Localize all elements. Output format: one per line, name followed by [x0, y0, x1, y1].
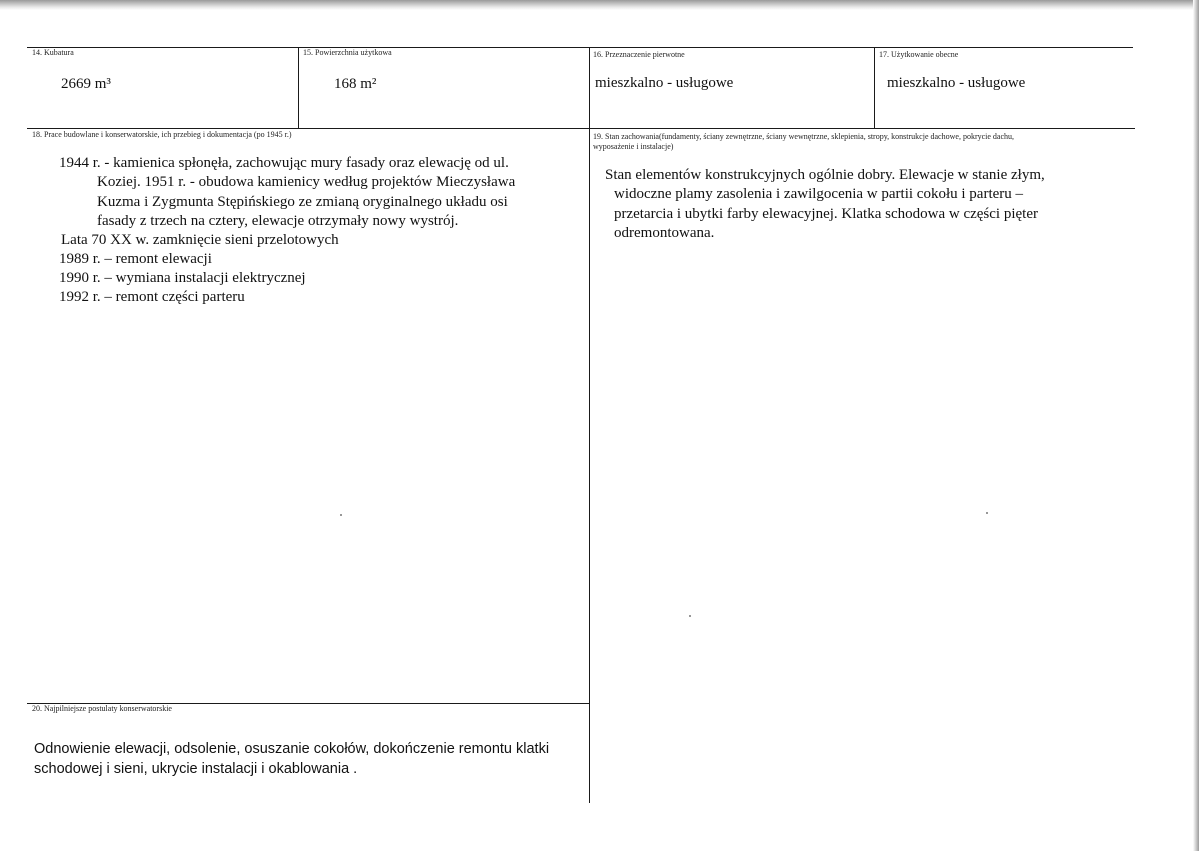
row1-bottom-border: [27, 128, 1135, 129]
postulates-line: Odnowienie elewacji, odsolenie, osuszanie cokołów, dokończenie remontu klatki: [34, 741, 550, 757]
history-line: 1990 r. – wymiana instalacji elektrycznej: [59, 270, 306, 286]
condition-line: widoczne plamy zasolenia i zawilgocenia w partii cokołu i parteru –: [614, 186, 1024, 202]
construction-history-label: 18. Prace budowlane i konserwatorskie, ich przebieg i dokumentacja (po 1945 r.): [32, 130, 292, 139]
divider-14-15: [298, 47, 299, 128]
postulates-label: 20. Najpilniejsze postulaty konserwatorskie: [32, 704, 172, 713]
scan-speck: [986, 512, 988, 514]
scan-top-edge: [0, 0, 1199, 10]
history-line: fasady z trzech na cztery, elewacje otrzymały nowy wystrój.: [97, 213, 459, 229]
original-purpose-value: mieszkalno - usługowe: [595, 75, 734, 91]
postulates-line: schodowej i sieni, ukrycie instalacji i okablowania .: [34, 761, 358, 777]
condition-line: odremontowana.: [614, 225, 715, 241]
condition-line: przetarcia i ubytki farby elewacyjnej. Klatka schodowa w części pięter: [614, 206, 1038, 222]
history-line: 1944 r. - kamienica spłonęła, zachowując mury fasady oraz elewację od ul.: [59, 155, 509, 171]
scan-speck: [340, 514, 342, 516]
condition-label: 19. Stan zachowania(fundamenty, ściany zewnętrzne, ściany wewnętrzne, sklepienia, stropy, konstrukcje dachowe, pokrycie dachu,: [593, 132, 1015, 141]
condition-line: Stan elementów konstrukcyjnych ogólnie dobry. Elewacje w stanie złym,: [605, 167, 1045, 183]
history-line: Lata 70 XX w. zamknięcie sieni przelotowych: [61, 232, 339, 248]
scan-right-edge: [1193, 0, 1199, 851]
original-purpose-label: 16. Przeznaczenie pierwotne: [593, 50, 685, 59]
usable-area-value: 168 m²: [334, 76, 377, 92]
current-use-value: mieszkalno - usługowe: [887, 75, 1026, 91]
current-use-label: 17. Użytkowanie obecne: [879, 50, 959, 59]
scan-speck: [689, 615, 691, 617]
cubature-value: 2669 m³: [61, 76, 111, 92]
condition-label-continued: wyposażenie i instalacje): [593, 142, 674, 151]
usable-area-label: 15. Powierzchnia użytkowa: [303, 48, 392, 57]
cubature-label: 14. Kubatura: [32, 48, 74, 57]
history-line: Koziej. 1951 r. - obudowa kamienicy według projektów Mieczysława: [97, 174, 516, 190]
history-line: 1992 r. – remont części parteru: [59, 289, 245, 305]
history-line: 1989 r. – remont elewacji: [59, 251, 212, 267]
divider-16-17: [874, 47, 875, 128]
form-top-border: [27, 47, 1133, 48]
divider-main: [589, 47, 590, 803]
history-line: Kuzma i Zygmunta Stępińskiego ze zmianą oryginalnego układu osi: [97, 194, 508, 210]
